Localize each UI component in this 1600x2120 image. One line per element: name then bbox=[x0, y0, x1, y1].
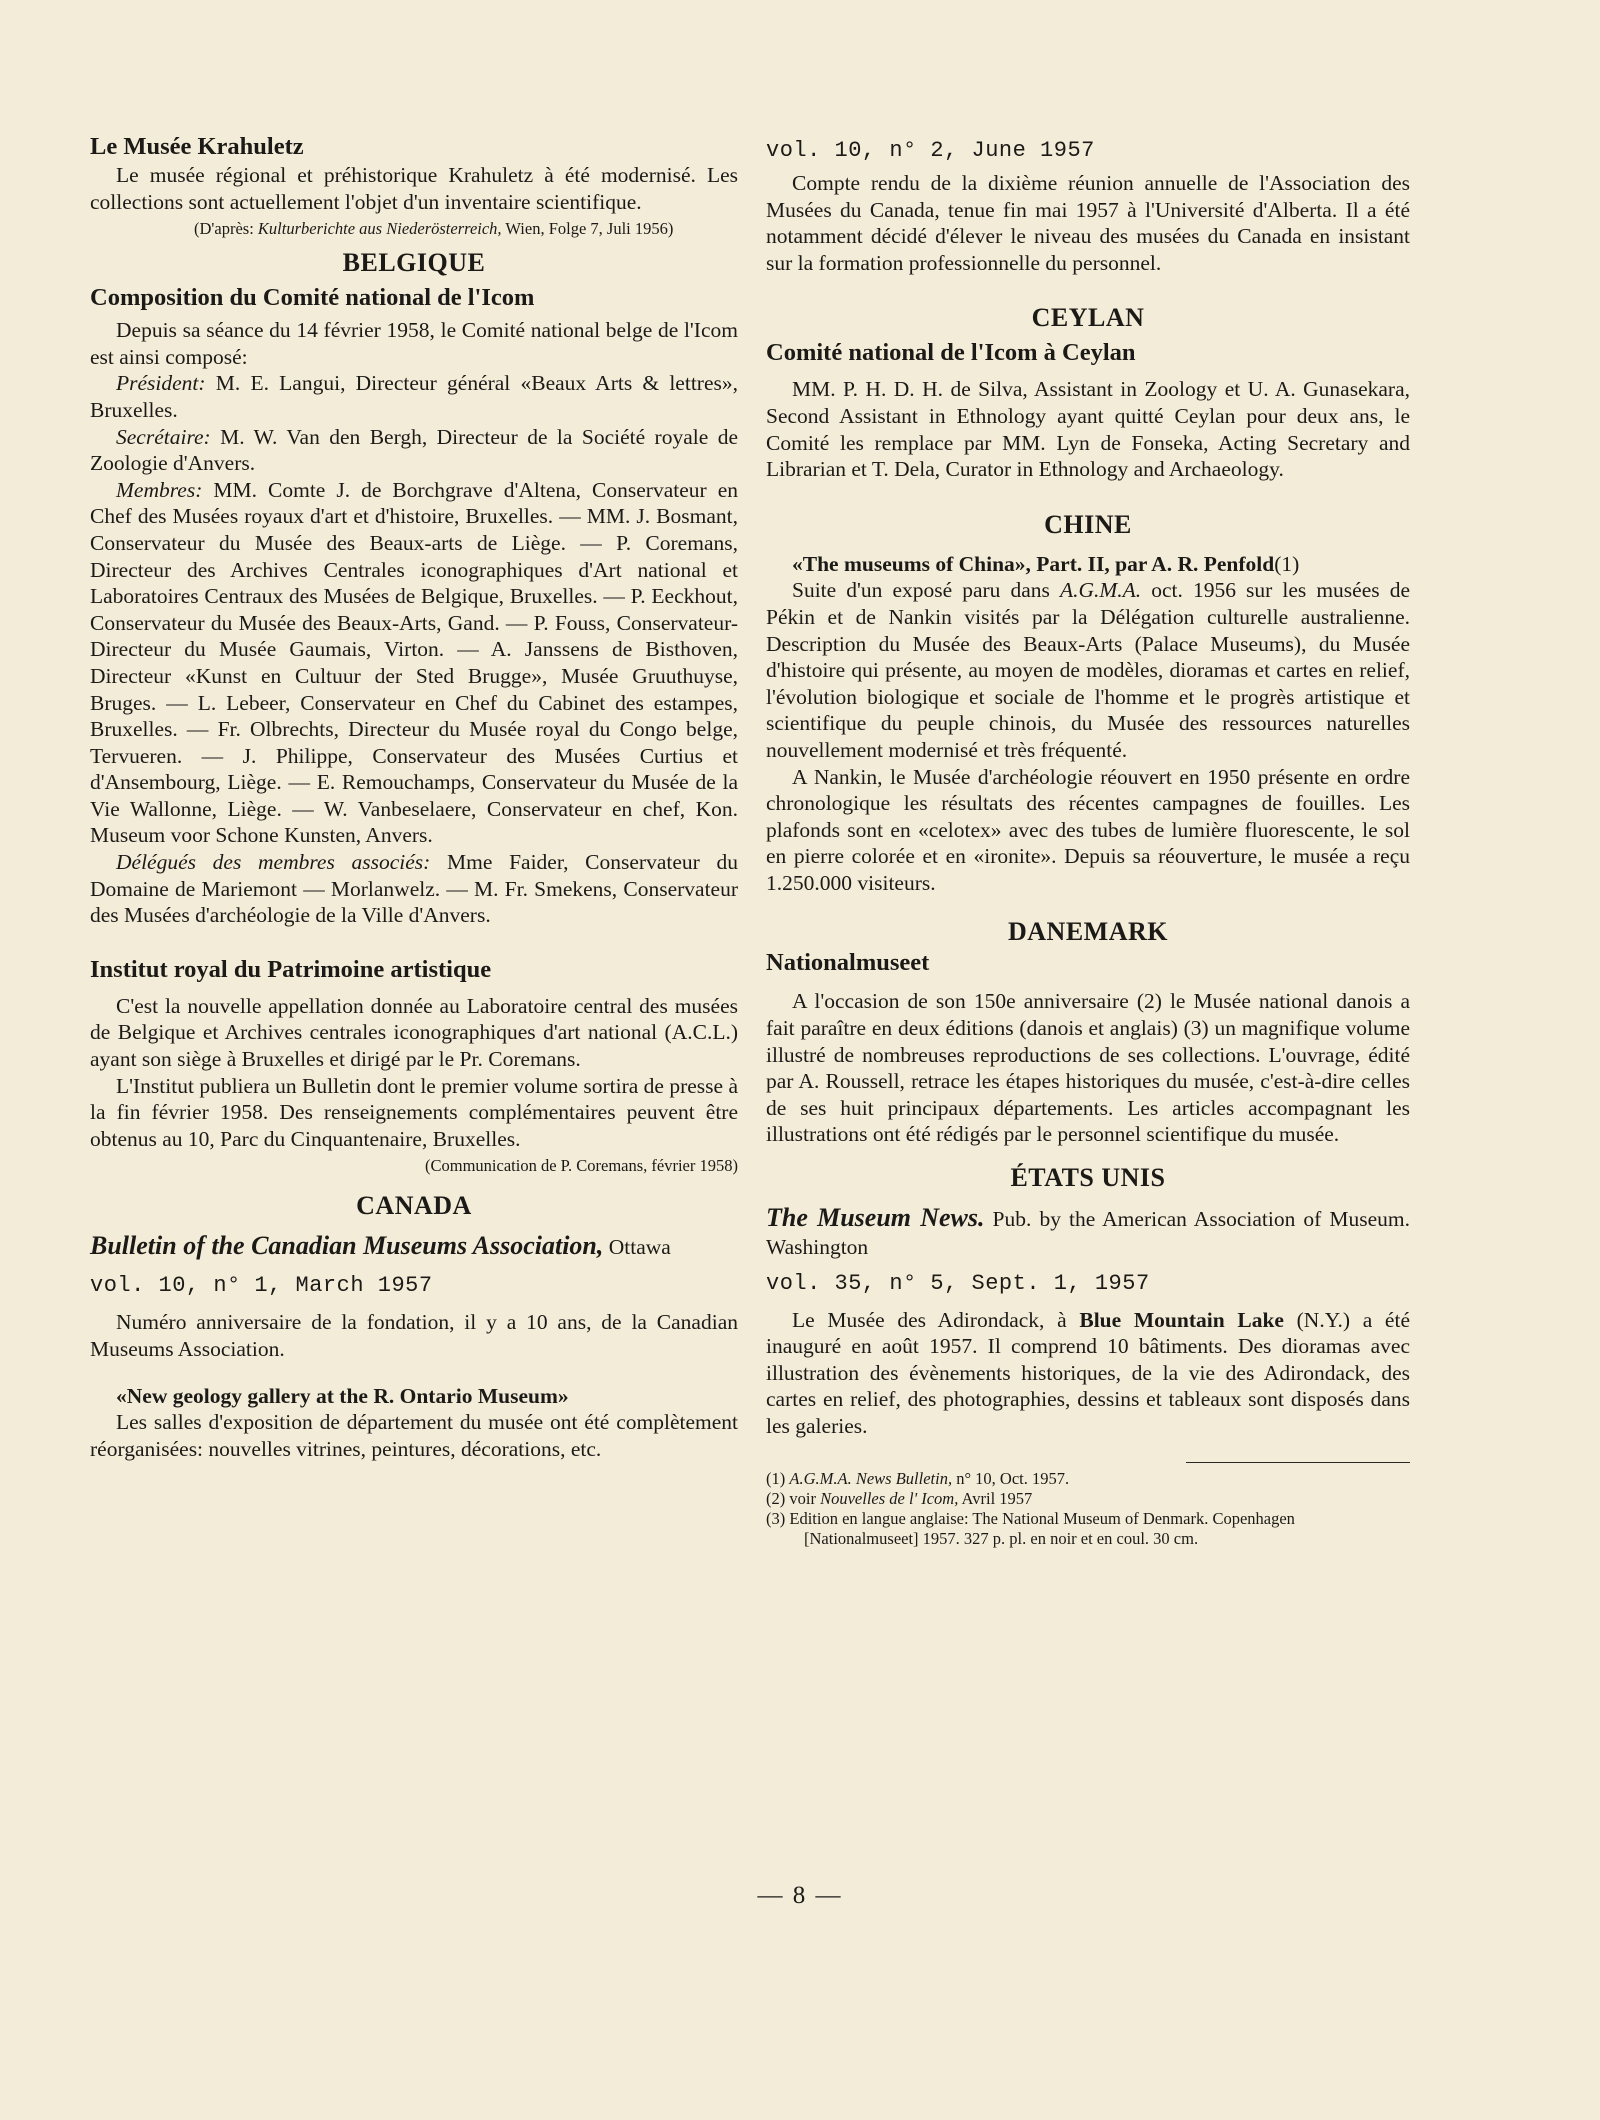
canada-volume-2: vol. 10, n° 2, June 1957 bbox=[766, 138, 1095, 163]
chine-article-title: «The museums of China», Part. II, par A. R. Penfold(1) bbox=[792, 551, 1300, 576]
etats-unis-publication: The Museum News. Pub. by the American Association of Museum. Washington bbox=[766, 1203, 1410, 1260]
president-entry: Président: M. E. Langui, Directeur général «Beaux Arts & lettres», Bruxelles. bbox=[90, 371, 738, 422]
canada-publication-title: Bulletin of the Canadian Museums Association, Ottawa bbox=[90, 1231, 671, 1261]
ceylan-heading: CEYLAN bbox=[1031, 303, 1145, 333]
belgique-heading: BELGIQUE bbox=[342, 248, 486, 278]
institut-paragraph-2: L'Institut publiera un Bulletin dont le premier volume sortira de presse à la fin février 1958. Des renseignements complémentaires peuvent être obtenus au 10, Parc du Cinquantenaire, Bruxelles. bbox=[90, 1073, 738, 1151]
chine-heading: CHINE bbox=[1044, 509, 1132, 539]
canada-volume-2-text: Compte rendu de la dixième réunion annuelle de l'Association des Musées du Canada, tenue fin mai 1957 à l'Université d'Alberta. Il a été notamment décidé d'élever le niveau des musées du Canada en insistant sur la formation professionnelle du personnel. bbox=[766, 171, 1410, 275]
danemark-paragraph: A l'occasion de son 150e anniversaire (2) le Musée national danois a fait paraître en deux éditions (danois et anglais) (3) un magnifique volume illustré de nombreuses reproductions de ses collections. L'ouvrage, édité par A. Roussell, retrace les étapes historiques du musée, c'est-à-dire celles de ses huit principaux départements. Les articles accompagnant les illustrations ont été rédigés par le personnel scientifique du musée. bbox=[766, 989, 1410, 1147]
etats-unis-heading: ÉTATS UNIS bbox=[1010, 1163, 1166, 1193]
institut-paragraph-1: C'est la nouvelle appellation donnée au Laboratoire central des musées de Belgique et Archives centrales iconographiques d'art national (A.C.L.) ayant son siège à Bruxelles et dirigé par le Pr. Coremans. bbox=[90, 993, 738, 1072]
left-column bbox=[90, 132, 738, 1462]
danemark-heading: DANEMARK bbox=[1008, 917, 1168, 947]
comite-intro: Depuis sa séance du 14 février 1958, le Comité national belge de l'Icom est ainsi composé: bbox=[90, 318, 738, 369]
secretaire-entry: Secrétaire: M. W. Van den Bergh, Directeur de la Société royale de Zoologie d'Anvers. bbox=[90, 424, 738, 476]
krahuletz-paragraph: Le musée régional et préhistorique Krahuletz à été modernisé. Les collections sont actuellement l'objet d'un inventaire scientifique. bbox=[90, 163, 738, 214]
canada-geology-text: Les salles d'exposition de département du musée ont été complètement réorganisées: nouvelles vitrines, peintures, décorations, etc. bbox=[90, 1410, 738, 1461]
institut-source: (Communication de P. Coremans, février 1958) bbox=[425, 1156, 738, 1176]
canada-volume-1: vol. 10, n° 1, March 1957 bbox=[90, 1273, 433, 1299]
ceylan-subheading: Comité national de l'Icom à Ceylan bbox=[766, 339, 1136, 367]
danemark-subheading: Nationalmuseet bbox=[766, 949, 930, 977]
canada-geology-title: «New geology gallery at the R. Ontario Museum» bbox=[116, 1383, 569, 1408]
canada-heading: CANADA bbox=[356, 1191, 472, 1221]
chine-paragraph-1: Suite d'un exposé paru dans A.G.M.A. oct. 1956 sur les musées de Pékin et de Nankin visités par la Délégation culturelle australienne. Description du Musée des Beaux-Arts (Palace Museums), du Musée d'histoire qui présente, au moyen de modèles, dioramas et cartes en relief, l'évolution biologique et sociale de l'homme et le progrès artistique et scientifique du peuple chinois, du Musée des ressources naturelles nouvellement modernisé et très fréquenté. bbox=[766, 578, 1410, 762]
institut-heading: Institut royal du Patrimoine artistique bbox=[90, 955, 492, 983]
footnote-2: (2) voir Nouvelles de l' Icom, Avril 1957 bbox=[766, 1488, 1033, 1508]
etats-unis-paragraph: Le Musée des Adirondack, à Blue Mountain Lake (N.Y.) a été inauguré en août 1957. Il comprend 10 bâtiments. Des dioramas avec illustration des évènements historiques, de la vie des Adirondack, des cartes en relief, des photographies, dessins et tableaux sont disposés dans les galeries. bbox=[766, 1307, 1410, 1438]
canada-volume-1-text: Numéro anniversaire de la fondation, il y a 10 ans, de la Canadian Museums Association. bbox=[90, 1310, 738, 1361]
footnote-rule bbox=[1186, 1462, 1410, 1463]
page-number: — 8 — bbox=[757, 1882, 843, 1909]
krahuletz-source: (D'après: Kulturberichte aus Niederösterreich, Wien, Folge 7, Juli 1956) bbox=[194, 219, 674, 239]
etats-unis-volume: vol. 35, n° 5, Sept. 1, 1957 bbox=[766, 1270, 1150, 1296]
chine-paragraph-2: A Nankin, le Musée d'archéologie réouvert en 1950 présente en ordre chronologique les résultats des récentes campagnes de fouilles. Les plafonds sont en «celotex» avec des tubes de lumière fluorescente, le sol en pierre colorée et en «ironite». Depuis sa réouverture, le musée a reçu 1.250.000 visiteurs. bbox=[766, 764, 1410, 895]
footnote-1: (1) A.G.M.A. News Bulletin, n° 10, Oct. 1957. bbox=[766, 1468, 1070, 1488]
krahuletz-heading: Le Musée Krahuletz bbox=[90, 133, 304, 160]
ceylan-paragraph: MM. P. H. D. H. de Silva, Assistant in Zoology et U. A. Gunasekara, Second Assistant in Ethnology ayant quitté Ceylan pour deux ans, le Comité les remplace par MM. Lyn de Fonseka, Acting Secretary and Librarian et T. Dela, Curator in Ethnology and Archaeology. bbox=[766, 377, 1410, 482]
right-column bbox=[766, 136, 1410, 1549]
delegues-entry: Délégués des membres associés: Mme Faider, Conservateur du Domaine de Mariemont — Morlanwelz. — M. Fr. Smekens, Conservateur des Musées d'archéologie de la Ville d'Anvers. bbox=[90, 850, 738, 928]
comite-heading: Composition du Comité national de l'Icom bbox=[90, 284, 535, 312]
footnote-3: (3) Edition en langue anglaise: The National Museum of Denmark. Copenhagen [Nationalmuseet] 1957. 327 p. pl. en noir et en coul. 30 cm. bbox=[766, 1508, 1295, 1548]
membres-entry: Membres: MM. Comte J. de Borchgrave d'Altena, Conservateur en Chef des Musées royaux d'art et d'histoire, Bruxelles. — MM. J. Bosmant, Conservateur du Musée des Beaux-arts de Liège. — P. Coremans, Directeur des Archives Centrales iconographiques d'Art national et Laboratoires Centraux des Musées de Belgique, Bruxelles. — P. Eeckhout, Conservateur du Musée des Beaux-Arts, Gand. — P. Fouss, Conservateur-Directeur du Musée Gaumais, Virton. — A. Janssens de Bisthoven, Directeur «Kunst en Cultuur der Sted Brugge», Musée Gruuthuyse, Bruges. — L. Lebeer, Conservateur en Chef du Cabinet des estampes, Bruxelles. — Fr. Olbrechts, Directeur du Musée royal du Congo belge, Tervueren. — J. Philippe, Conservateur des Musées Curtius et d'Ansembourg, Liège. — E. Remouchamps, Conservateur du Musée de la Vie Wallonne, Liège. — W. Vanbeselaere, Conservateur en chef, Kon. Museum voor Schone Kunsten, Anvers. bbox=[90, 477, 738, 848]
